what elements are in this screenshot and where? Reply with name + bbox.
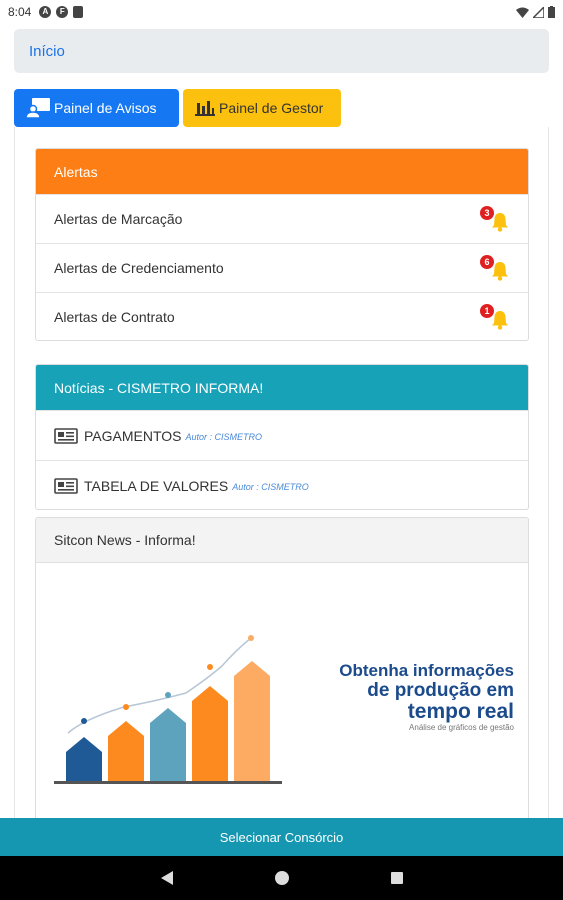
select-consortium-button[interactable] xyxy=(0,818,563,856)
banner-text xyxy=(339,661,514,733)
alert-indicator xyxy=(478,206,510,232)
a-icon: A xyxy=(39,6,51,18)
banner-line-3: tempo real xyxy=(407,700,514,723)
home-icon[interactable] xyxy=(274,870,290,886)
news-title: TABELA DE VALORES xyxy=(84,477,229,494)
select-consortium-label: Selecionar Consórcio xyxy=(219,829,344,845)
status-time: 8:04 xyxy=(8,5,32,19)
newspaper-icon xyxy=(54,428,78,444)
wifi-icon xyxy=(516,7,529,18)
bar-chart-icon xyxy=(195,100,215,116)
status-bar xyxy=(0,0,563,24)
alert-label: Alertas de Marcação xyxy=(54,211,183,227)
bell-icon xyxy=(490,261,510,281)
recents-icon[interactable] xyxy=(390,871,404,885)
battery-icon xyxy=(548,6,555,18)
alert-count-badge: 6 xyxy=(480,255,494,269)
alert-indicator xyxy=(478,255,510,281)
sitcon-header: Sitcon News - Informa! xyxy=(36,518,528,563)
breadcrumb-home-link[interactable]: Início xyxy=(29,42,65,60)
painel-gestor-button[interactable] xyxy=(183,89,341,127)
news-header: Notícias - CISMETRO INFORMA! xyxy=(36,365,528,410)
news-title: PAGAMENTOS xyxy=(84,427,182,444)
bell-icon xyxy=(490,212,510,232)
alerts-header: Alertas xyxy=(36,149,528,194)
alerts-card xyxy=(35,148,529,341)
painel-avisos-label: Painel de Avisos xyxy=(54,100,157,116)
growth-chart-illustration xyxy=(36,565,286,822)
alert-label: Alertas de Credenciamento xyxy=(54,260,224,276)
news-card xyxy=(35,364,529,510)
system-nav-bar xyxy=(0,856,563,900)
news-author: Autor : CISMETRO xyxy=(232,482,309,492)
banner-line-2: de produção em xyxy=(367,680,514,701)
sitcon-news-card xyxy=(35,517,529,822)
alert-row-marcacao[interactable] xyxy=(36,194,528,243)
breadcrumb xyxy=(14,29,549,73)
news-item[interactable] xyxy=(36,460,528,510)
alert-label: Alertas de Contrato xyxy=(54,309,175,325)
signal-icon xyxy=(533,7,544,18)
alert-row-contrato[interactable] xyxy=(36,292,528,341)
news-item[interactable] xyxy=(36,410,528,460)
newspaper-icon xyxy=(54,478,78,494)
banner-subtitle: Análise de gráficos de gestão xyxy=(409,723,514,732)
bell-icon xyxy=(490,310,510,330)
alert-count-badge: 3 xyxy=(480,206,494,220)
sitcon-banner[interactable] xyxy=(36,565,529,822)
alert-row-credenciamento[interactable] xyxy=(36,243,528,292)
back-icon[interactable] xyxy=(160,870,174,886)
alert-count-badge: 1 xyxy=(480,304,494,318)
news-author: Autor : CISMETRO xyxy=(185,432,263,442)
sim-icon xyxy=(73,6,83,18)
painel-avisos-button[interactable] xyxy=(14,89,179,127)
f-icon: F xyxy=(56,6,68,18)
users-icon xyxy=(26,98,50,118)
painel-gestor-label: Painel de Gestor xyxy=(219,100,324,116)
alert-indicator xyxy=(478,304,510,330)
banner-line-1: Obtenha informações xyxy=(339,661,514,680)
